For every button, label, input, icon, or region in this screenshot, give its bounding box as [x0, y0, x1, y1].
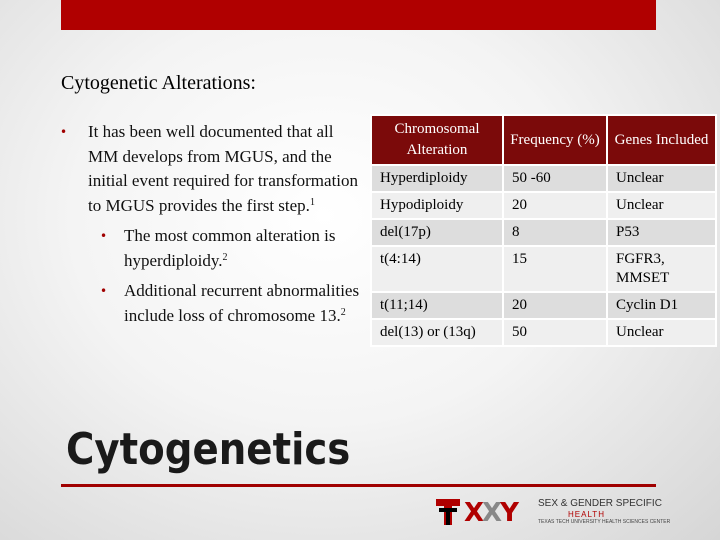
citation-ref: 2	[222, 251, 228, 263]
bullet-marker: •	[100, 229, 108, 243]
table-cell: del(13) or (13q)	[371, 319, 503, 346]
table-cell: Unclear	[607, 192, 716, 219]
table-cell: 20	[503, 292, 607, 319]
sub-bullet-item	[60, 224, 362, 273]
table-cell: FGFR3, MMSET	[607, 246, 716, 292]
divider-line	[61, 484, 656, 487]
footer-logo	[436, 496, 671, 530]
table-cell: Unclear	[607, 319, 716, 346]
top-accent-bar	[61, 0, 656, 30]
table-cell: P53	[607, 219, 716, 246]
header-frequency: Frequency (%)	[503, 115, 607, 165]
citation-ref: 1	[309, 196, 315, 208]
header-chromosomal-alteration: Chromosomal Alteration	[371, 115, 503, 165]
table-cell: Cyclin D1	[607, 292, 716, 319]
table-cell: 8	[503, 219, 607, 246]
table-cell: t(4:14)	[371, 246, 503, 292]
table-cell: t(11;14)	[371, 292, 503, 319]
table-row	[371, 246, 716, 292]
table-cell: 15	[503, 246, 607, 292]
table-header-row	[371, 115, 716, 165]
sub-bullet-item	[60, 279, 362, 328]
org-subname: HEALTH	[568, 510, 605, 519]
table-row	[371, 219, 716, 246]
table-row	[371, 192, 716, 219]
table-cell: Hypodiploidy	[371, 192, 503, 219]
table-cell: del(17p)	[371, 219, 503, 246]
bullet-list	[60, 120, 362, 328]
citation-ref: 2	[340, 306, 346, 318]
xxy-logo: XXY	[464, 498, 517, 528]
table-cell: Hyperdiploidy	[371, 165, 503, 192]
sub-bullet-text: The most common alteration is hyperdiploidy.	[124, 226, 336, 270]
table-row	[371, 165, 716, 192]
table-row	[371, 292, 716, 319]
bullet-marker: •	[60, 125, 68, 139]
header-genes-included: Genes Included	[607, 115, 716, 165]
bullet-marker: •	[100, 284, 108, 298]
table-cell: Unclear	[607, 165, 716, 192]
cytogenetics-table	[370, 114, 717, 347]
table-cell: 50	[503, 319, 607, 346]
slide-subtitle: Cytogenetic Alterations:	[61, 72, 256, 94]
org-institution: TEXAS TECH UNIVERSITY HEALTH SCIENCES CENTER	[538, 519, 671, 525]
slide-title: Cytogenetics	[66, 424, 351, 475]
bullet-item	[60, 120, 362, 218]
sub-bullet-text: Additional recurrent abnormalities include loss of chromosome 13.	[124, 281, 360, 325]
table-cell: 50 -60	[503, 165, 607, 192]
table-cell: 20	[503, 192, 607, 219]
bullet-text: It has been well documented that all MM develops from MGUS, and the initial event required for transformation to MGUS provides the first step.	[88, 122, 359, 215]
org-name: SEX & GENDER SPECIFIC	[538, 498, 662, 509]
table-row	[371, 319, 716, 346]
texas-tech-logo-icon	[436, 499, 460, 525]
